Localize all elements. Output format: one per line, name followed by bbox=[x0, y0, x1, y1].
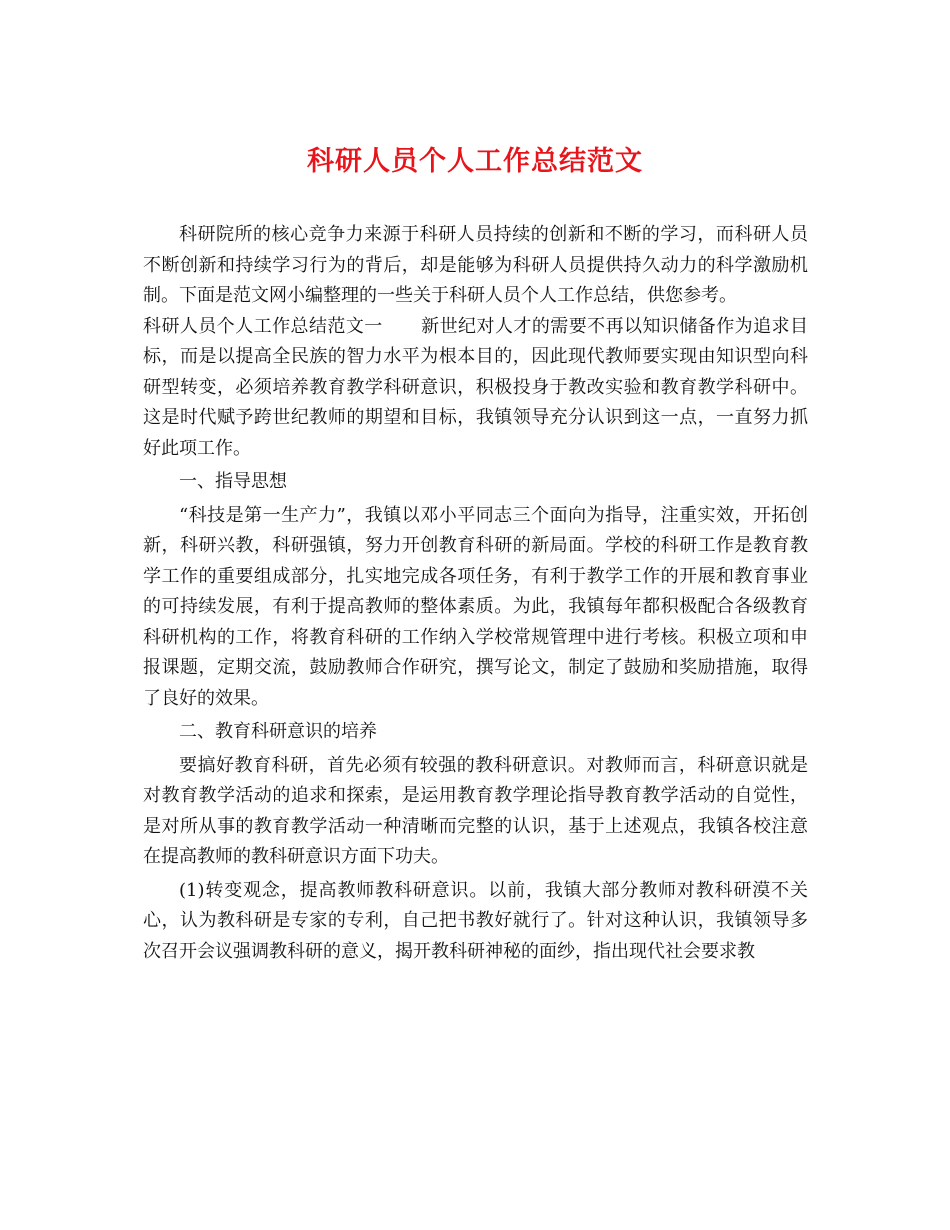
intro-paragraph: 科研院所的核心竞争力来源于科研人员持续的创新和不断的学习，而科研人员不断创新和持续学习行为的背后，却是能够为科研人员提供持久动力的科学激励机制。下面是范文网小编整理的一些关于科研人员个人工作总结，供您参考。 bbox=[143, 224, 808, 306]
heading-guiding-ideology: 一、指导思想 bbox=[179, 471, 287, 492]
guiding-ideology-paragraph: “科技是第一生产力”，我镇以邓小平同志三个面向为指导，注重实效，开拓创新，科研兴教，科研强镇，努力开创教育科研的新局面。学校的科研工作是教育教学工作的重要组成部分，扎实地完成各项任务，有利于教学工作的开展和教育事业的可持续发展，有利于提高教师的整体素质。为此，我镇每年都积极配合各级教育科研机构的工作，将教育科研的工作纳入学校常规管理中进行考核。积极立项和申报课题，定期交流，鼓励教师合作研究，撰写论文，制定了鼓励和奖励措施，取得了良好的效果。 bbox=[143, 504, 808, 709]
change-concept-paragraph: (1)转变观念，提高教师教科研意识。以前，我镇大部分教师对教科研漠不关心，认为教科研是专家的专利，自己把书教好就行了。针对这种认识，我镇领导多次召开会议强调教科研的意义，揭开教科研神秘的面纱，指出现代社会要求教 bbox=[143, 879, 808, 962]
document-body bbox=[143, 220, 808, 967]
section-one-text: 新世纪对人才的需要不再以知识储备作为追求目标，而是以提高全民族的智力水平为根本目的，因此现代教师要实现由知识型向科研型转变，必须培养教育教学科研意识，积极投身于教改实验和教育教学科研中。这是时代赋予跨世纪教师的期望和目标，我镇领导充分认识到这一点，一直努力抓好此项工作。 bbox=[143, 315, 808, 459]
section-paragraph bbox=[143, 312, 808, 465]
research-awareness-paragraph: 要搞好教育科研，首先必须有较强的教科研意识。对教师而言，科研意识就是对教育教学活动的追求和探索，是运用教育教学理论指导教育教学活动的自觉性，是对所从事的教育教学活动一种清晰而完整的认识，基于上述观点，我镇各校注意在提高教师的教科研意识方面下功夫。 bbox=[143, 754, 808, 867]
document-title: 科研人员个人工作总结范文 bbox=[307, 146, 643, 177]
subtitle-heading: 科研人员个人工作总结范文一 bbox=[143, 315, 383, 337]
heading-research-awareness: 二、教育科研意识的培养 bbox=[179, 721, 377, 742]
